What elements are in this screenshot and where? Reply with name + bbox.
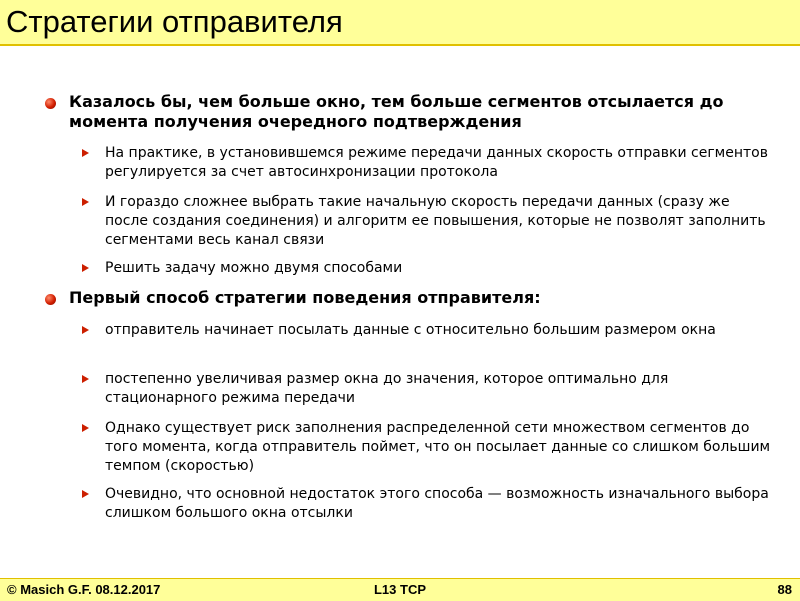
footer-lecture: L13 TCP xyxy=(373,582,426,597)
bullet-level2: отправитель начинает посылать данные с относительно большим размером окна xyxy=(105,322,716,338)
bullet-level2: Очевидно, что основной недостаток этого способа — возможность изначального выбора слишком большого окна отсылки xyxy=(105,486,769,521)
bullet-level2: Решить задачу можно двумя способами xyxy=(105,260,403,276)
bullet-level2: На практике, в установившемся режиме передачи данных скорость отправки сегментов регулируется за счет автосинхронизации протокола xyxy=(105,145,768,180)
sub-bullet-arrow-icon xyxy=(82,149,89,157)
slide-title: Стратегии отправителя xyxy=(6,4,343,39)
footer-bar xyxy=(0,578,800,601)
sub-bullet-arrow-icon xyxy=(82,490,89,498)
bullet-level1: Казалось бы, чем больше окно, тем больше сегментов отсылается до момента получения очередного подтверждения xyxy=(69,92,724,131)
bullet-dot-icon xyxy=(45,294,56,305)
sub-bullet-arrow-icon xyxy=(82,326,89,334)
bullet-dot-icon xyxy=(45,98,56,109)
sub-bullet-arrow-icon xyxy=(82,375,89,383)
bullet-level2: Однако существует риск заполнения распределенной сети множеством сегментов до того момента, когда отправитель поймет, что он посылает данные со слишком большим темпом (скоростью) xyxy=(105,420,771,474)
bullet-level2: постепенно увеличивая размер окна до значения, которое оптимально для стационарного режима передачи xyxy=(105,371,669,406)
footer-page-number: 88 xyxy=(777,582,792,597)
sub-bullet-arrow-icon xyxy=(82,264,89,272)
bullet-level2: И гораздо сложнее выбрать такие начальную скорость передачи данных (сразу же после создания соединения) и алгоритм ее повышения, которые не позволят заполнить сегментами весь канал связи xyxy=(105,194,766,248)
footer-copyright: © Masich G.F. 08.12.2017 xyxy=(7,582,161,597)
sub-bullet-arrow-icon xyxy=(82,198,89,206)
sub-bullet-arrow-icon xyxy=(82,424,89,432)
bullet-level1: Первый способ стратегии поведения отправителя: xyxy=(69,288,541,307)
